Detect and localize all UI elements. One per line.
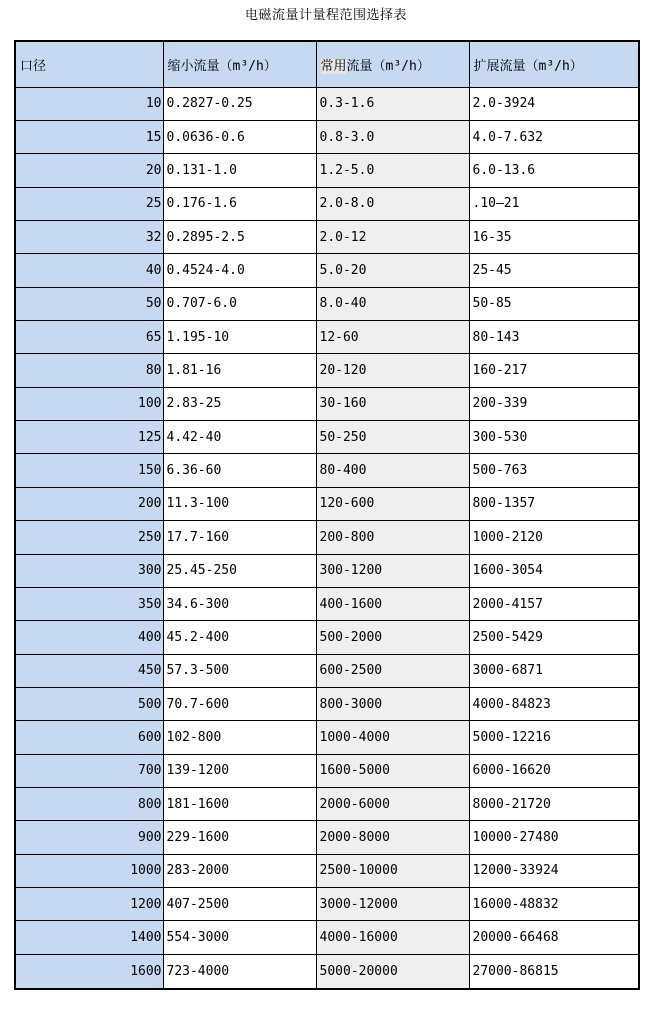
header-common-flow-rest: 流量（m³/h） [346, 58, 430, 74]
reduced-flow-cell: 11.3-100 [163, 487, 316, 520]
reduced-flow-cell: 723-4000 [163, 954, 316, 989]
header-common-flow [316, 41, 469, 87]
table-row [15, 487, 639, 520]
common-flow-cell: 600-2500 [316, 654, 469, 687]
diameter-cell: 125 [15, 421, 163, 454]
reduced-flow-cell: 0.2827-0.25 [163, 87, 316, 120]
diameter-cell: 15 [15, 120, 163, 153]
diameter-cell: 800 [15, 788, 163, 821]
extended-flow-cell: 16-35 [469, 220, 639, 253]
extended-flow-cell: 4.0-7.632 [469, 120, 639, 153]
table-row [15, 921, 639, 954]
header-diameter: 口径 [15, 41, 163, 87]
diameter-cell: 20 [15, 154, 163, 187]
extended-flow-cell: 2.0-3924 [469, 87, 639, 120]
reduced-flow-cell: 181-1600 [163, 788, 316, 821]
reduced-flow-cell: 6.36-60 [163, 454, 316, 487]
extended-flow-cell: 10000-27480 [469, 821, 639, 854]
extended-flow-cell: 3000-6871 [469, 654, 639, 687]
reduced-flow-cell: 554-3000 [163, 921, 316, 954]
diameter-cell: 10 [15, 87, 163, 120]
reduced-flow-cell: 0.2895-2.5 [163, 220, 316, 253]
extended-flow-cell: 16000-48832 [469, 888, 639, 921]
common-flow-cell: 3000-12000 [316, 888, 469, 921]
reduced-flow-cell: 229-1600 [163, 821, 316, 854]
extended-flow-cell: 80-143 [469, 321, 639, 354]
table-row [15, 754, 639, 787]
table-row [15, 654, 639, 687]
diameter-cell: 250 [15, 521, 163, 554]
table-row [15, 254, 639, 287]
reduced-flow-cell: 1.195-10 [163, 321, 316, 354]
diameter-cell: 700 [15, 754, 163, 787]
extended-flow-cell: 12000-33924 [469, 854, 639, 887]
table-row [15, 87, 639, 120]
diameter-cell: 450 [15, 654, 163, 687]
extended-flow-cell: 20000-66468 [469, 921, 639, 954]
common-flow-cell: 1.2-5.0 [316, 154, 469, 187]
common-flow-cell: 20-120 [316, 354, 469, 387]
common-flow-cell: 500-2000 [316, 621, 469, 654]
header-row [15, 41, 639, 87]
table-row [15, 454, 639, 487]
table-row [15, 888, 639, 921]
table-row [15, 521, 639, 554]
reduced-flow-cell: 0.0636-0.6 [163, 120, 316, 153]
diameter-cell: 150 [15, 454, 163, 487]
reduced-flow-cell: 407-2500 [163, 888, 316, 921]
diameter-cell: 40 [15, 254, 163, 287]
table-row [15, 421, 639, 454]
common-flow-cell: 5000-20000 [316, 954, 469, 989]
page-title: 电磁流量计量程范围选择表 [244, 8, 407, 23]
table-row [15, 821, 639, 854]
reduced-flow-cell: 45.2-400 [163, 621, 316, 654]
table-row [15, 854, 639, 887]
reduced-flow-cell: 25.45-250 [163, 554, 316, 587]
common-flow-cell: 300-1200 [316, 554, 469, 587]
common-flow-cell: 5.0-20 [316, 254, 469, 287]
reduced-flow-cell: 0.707-6.0 [163, 287, 316, 320]
reduced-flow-cell: 57.3-500 [163, 654, 316, 687]
table-row [15, 788, 639, 821]
reduced-flow-cell: 102-800 [163, 721, 316, 754]
common-flow-cell: 2500-10000 [316, 854, 469, 887]
reduced-flow-cell: 34.6-300 [163, 587, 316, 620]
extended-flow-cell: 25-45 [469, 254, 639, 287]
extended-flow-cell: 800-1357 [469, 487, 639, 520]
reduced-flow-cell: 4.42-40 [163, 421, 316, 454]
reduced-flow-cell: 283-2000 [163, 854, 316, 887]
extended-flow-cell: 500-763 [469, 454, 639, 487]
diameter-cell: 1000 [15, 854, 163, 887]
common-flow-cell: 200-800 [316, 521, 469, 554]
table-row [15, 621, 639, 654]
extended-flow-cell: 5000-12216 [469, 721, 639, 754]
reduced-flow-cell: 0.176-1.6 [163, 187, 316, 220]
diameter-cell: 25 [15, 187, 163, 220]
table-body [15, 87, 639, 989]
diameter-cell: 350 [15, 587, 163, 620]
extended-flow-cell: 1600-3054 [469, 554, 639, 587]
extended-flow-cell: 4000-84823 [469, 687, 639, 720]
flow-range-table [14, 40, 640, 990]
common-flow-cell: 4000-16000 [316, 921, 469, 954]
diameter-cell: 400 [15, 621, 163, 654]
common-flow-cell: 0.3-1.6 [316, 87, 469, 120]
diameter-cell: 1200 [15, 888, 163, 921]
reduced-flow-cell: 2.83-25 [163, 387, 316, 420]
reduced-flow-cell: 17.7-160 [163, 521, 316, 554]
table-row [15, 321, 639, 354]
common-flow-cell: 0.8-3.0 [316, 120, 469, 153]
common-flow-cell: 50-250 [316, 421, 469, 454]
diameter-cell: 50 [15, 287, 163, 320]
extended-flow-cell: 2500-5429 [469, 621, 639, 654]
diameter-cell: 900 [15, 821, 163, 854]
table-row [15, 687, 639, 720]
diameter-cell: 100 [15, 387, 163, 420]
common-flow-cell: 120-600 [316, 487, 469, 520]
common-flow-cell: 400-1600 [316, 587, 469, 620]
diameter-cell: 1600 [15, 954, 163, 989]
diameter-cell: 80 [15, 354, 163, 387]
extended-flow-cell: 1000-2120 [469, 521, 639, 554]
diameter-cell: 32 [15, 220, 163, 253]
extended-flow-cell: 200-339 [469, 387, 639, 420]
common-flow-cell: 1600-5000 [316, 754, 469, 787]
extended-flow-cell: 27000-86815 [469, 954, 639, 989]
table-row [15, 954, 639, 989]
table-row [15, 187, 639, 220]
extended-flow-cell: 160-217 [469, 354, 639, 387]
table-row [15, 120, 639, 153]
common-flow-cell: 80-400 [316, 454, 469, 487]
common-flow-cell: 2.0-8.0 [316, 187, 469, 220]
extended-flow-cell: 6000-16620 [469, 754, 639, 787]
extended-flow-cell: 300-530 [469, 421, 639, 454]
diameter-cell: 65 [15, 321, 163, 354]
table-row [15, 387, 639, 420]
diameter-cell: 500 [15, 687, 163, 720]
table-row [15, 220, 639, 253]
table-row [15, 721, 639, 754]
table-row [15, 554, 639, 587]
diameter-cell: 200 [15, 487, 163, 520]
common-flow-cell: 800-3000 [316, 687, 469, 720]
reduced-flow-cell: 70.7-600 [163, 687, 316, 720]
reduced-flow-cell: 1.81-16 [163, 354, 316, 387]
reduced-flow-cell: 0.4524-4.0 [163, 254, 316, 287]
common-flow-cell: 8.0-40 [316, 287, 469, 320]
extended-flow-cell: 8000-21720 [469, 788, 639, 821]
table-row [15, 287, 639, 320]
common-flow-cell: 12-60 [316, 321, 469, 354]
extended-flow-cell: .10—21 [469, 187, 639, 220]
common-flow-cell: 1000-4000 [316, 721, 469, 754]
extended-flow-cell: 50-85 [469, 287, 639, 320]
header-reduced-flow: 缩小流量（m³/h） [163, 41, 316, 87]
reduced-flow-cell: 0.131-1.0 [163, 154, 316, 187]
reduced-flow-cell: 139-1200 [163, 754, 316, 787]
common-flow-cell: 2000-8000 [316, 821, 469, 854]
diameter-cell: 1400 [15, 921, 163, 954]
diameter-cell: 600 [15, 721, 163, 754]
diameter-cell: 300 [15, 554, 163, 587]
common-flow-cell: 30-160 [316, 387, 469, 420]
common-flow-cell: 2.0-12 [316, 220, 469, 253]
table-row [15, 354, 639, 387]
header-extended-flow: 扩展流量（m³/h） [469, 41, 639, 87]
header-common-flow-highlight: 常用 [320, 58, 347, 74]
table-row [15, 154, 639, 187]
extended-flow-cell: 6.0-13.6 [469, 154, 639, 187]
table-row [15, 587, 639, 620]
extended-flow-cell: 2000-4157 [469, 587, 639, 620]
common-flow-cell: 2000-6000 [316, 788, 469, 821]
